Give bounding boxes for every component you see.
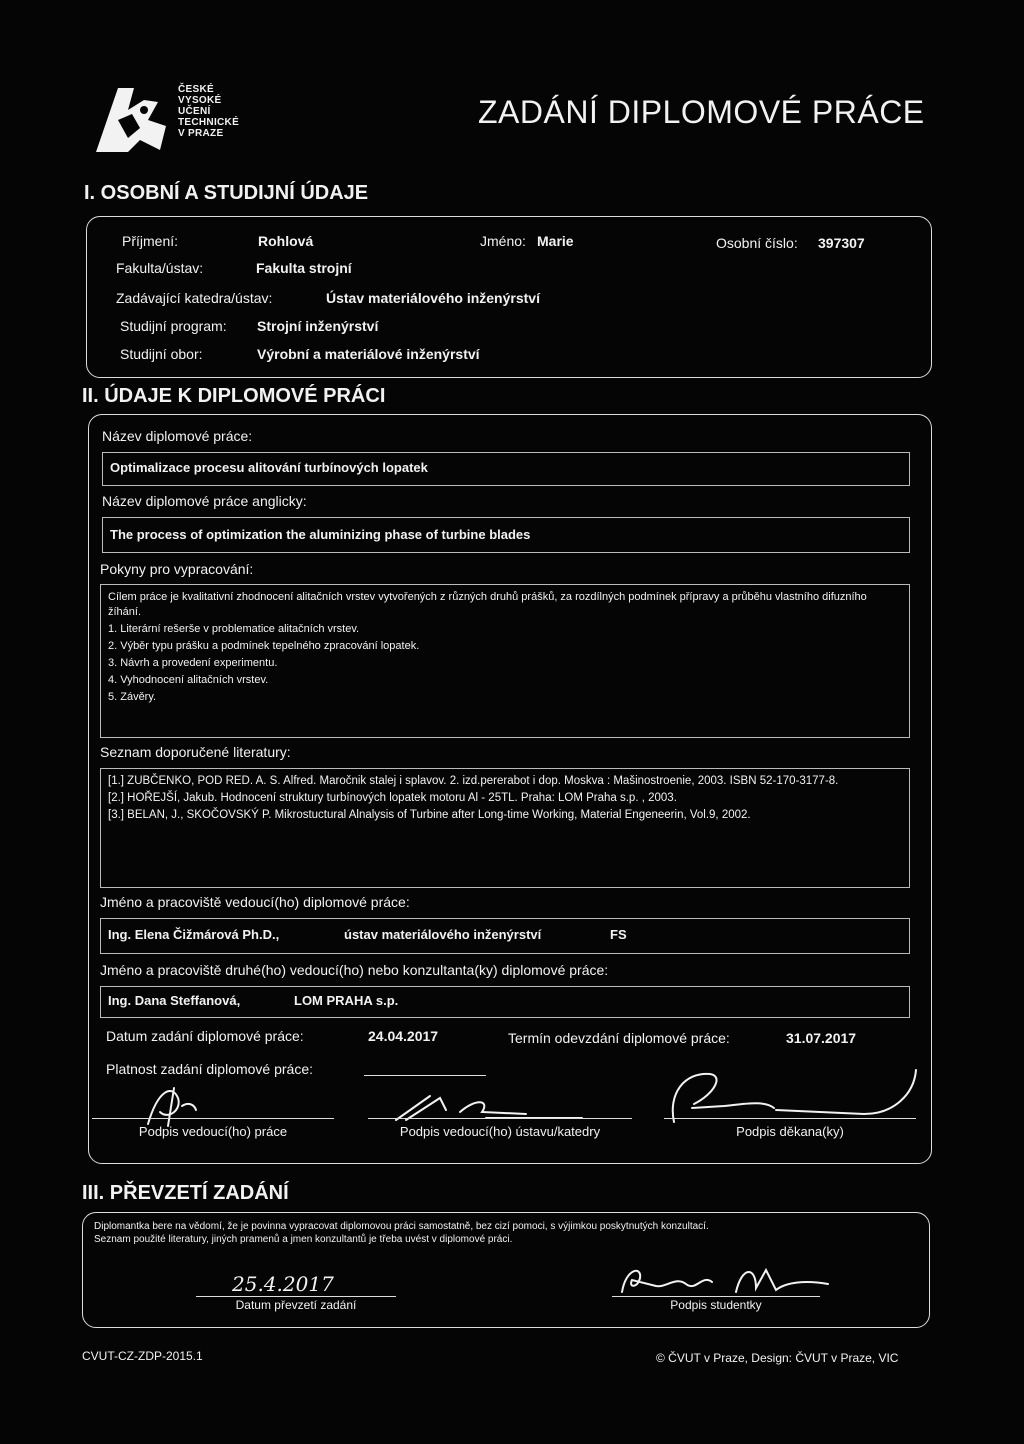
signature-line-2 bbox=[368, 1118, 632, 1119]
acceptance-note: Seznam použité literatury, jiných pramenů a jmen konzultantů je třeba uvést v diplomové práci. bbox=[94, 1234, 513, 1245]
validity-label: Platnost zadání diplomové práce: bbox=[106, 1061, 314, 1077]
name-label: Jméno: bbox=[480, 233, 526, 249]
section1-heading: I. OSOBNÍ A STUDIJNÍ ÚDAJE bbox=[84, 182, 369, 204]
thesis-title-en-label: Název diplomové práce anglicky: bbox=[102, 493, 307, 509]
signature-caption-head: Podpis vedoucí(ho) ústavu/katedry bbox=[399, 1124, 601, 1139]
thesis-title-en-value: The process of optimization the aluminizing phase of turbine blades bbox=[110, 527, 531, 542]
document-title: ZADÁNÍ DIPLOMOVÉ PRÁCE bbox=[478, 94, 925, 130]
acceptance-text bbox=[94, 1220, 914, 1246]
field-label: Studijní obor: bbox=[120, 346, 203, 362]
section2-heading: II. ÚDAJE K DIPLOMOVÉ PRÁCI bbox=[82, 385, 386, 407]
signature-caption-dean: Podpis děkana(ky) bbox=[736, 1124, 844, 1139]
literature-label: Seznam doporučené literatury: bbox=[100, 744, 291, 760]
logo-text: ČESKÉ VYSOKÉ UČENÍ TECHNICKÉ V PRAZE bbox=[178, 84, 240, 139]
validity-line bbox=[364, 1075, 486, 1076]
surname-value: Rohlová bbox=[258, 233, 314, 249]
student-signature-line bbox=[612, 1296, 820, 1297]
literature-item: [1.] ZUBČENKO, POD RED. A. S. Alfred. Maročnik stalej i splavov. 2. izd.pererabot i dop. Moskva : Mašinostroenie, 2003. ISBN 52-170-3177-8. bbox=[108, 775, 839, 787]
surname-label: Příjmení: bbox=[122, 233, 179, 249]
department-value: Ústav materiálového inženýrství bbox=[326, 290, 540, 306]
date-line bbox=[196, 1296, 396, 1297]
department-label: Zadávající katedra/ústav: bbox=[116, 290, 273, 306]
date-assigned-value: 24.04.2017 bbox=[368, 1028, 439, 1044]
faculty-label: Fakulta/ústav: bbox=[116, 260, 204, 276]
program-value: Strojní inženýrství bbox=[257, 318, 379, 334]
second-supervisor-name: Ing. Dana Steffanová, bbox=[108, 993, 241, 1008]
faculty-value: Fakulta strojní bbox=[256, 260, 352, 276]
supervisor-department: ústav materiálového inženýrství bbox=[344, 927, 542, 942]
instruction-item: 4. Vyhodnocení alitačních vrstev. bbox=[108, 674, 269, 686]
date-received-caption: Datum převzetí zadání bbox=[235, 1298, 357, 1312]
student-signature-caption: Podpis studentky bbox=[670, 1298, 762, 1312]
instructions-text bbox=[108, 590, 898, 705]
acceptance-statement: Diplomantka bere na vědomí, že je povinna vypracovat diplomovou práci samostatně, bez cizí pomoci, s výjimkou poskytnutých konzultací. bbox=[94, 1221, 709, 1232]
second-supervisor-org: LOM PRAHA s.p. bbox=[294, 993, 399, 1008]
signature-line-1 bbox=[92, 1118, 334, 1119]
literature-list bbox=[108, 774, 898, 823]
handwritten-date: 25.4.2017 bbox=[232, 1272, 334, 1296]
thesis-title-value: Optimalizace procesu alitování turbínových lopatek bbox=[110, 460, 428, 475]
instruction-item: 5. Závěry. bbox=[108, 691, 157, 703]
supervisor-label: Jméno a pracoviště vedoucí(ho) diplomové práce: bbox=[100, 894, 410, 910]
student-signature-icon bbox=[616, 1262, 836, 1298]
name-value: Marie bbox=[537, 233, 574, 249]
supervisor-name: Ing. Elena Čižmárová Ph.D., bbox=[108, 927, 280, 942]
field-value: Výrobní a materiálové inženýrství bbox=[257, 346, 480, 362]
personal-number-value: 397307 bbox=[818, 235, 865, 251]
instruction-item: 2. Výběr typu prášku a podmínek tepelného zpracování lopatek. bbox=[108, 640, 420, 652]
instructions-label: Pokyny pro vypracování: bbox=[100, 561, 254, 577]
deadline-label: Termín odevzdání diplomové práce: bbox=[508, 1030, 730, 1046]
signature-line-3 bbox=[664, 1118, 916, 1119]
program-label: Studijní program: bbox=[120, 318, 227, 334]
supervisor-faculty: FS bbox=[610, 927, 627, 942]
date-assigned-label: Datum zadání diplomové práce: bbox=[106, 1028, 304, 1044]
supervisor-signature-icon bbox=[138, 1080, 218, 1130]
deadline-value: 31.07.2017 bbox=[786, 1030, 857, 1046]
second-supervisor-label: Jméno a pracoviště druhé(ho) vedoucí(ho) nebo konzultanta(ky) diplomové práce: bbox=[100, 962, 609, 978]
head-signature-icon bbox=[386, 1090, 586, 1126]
dean-signature-icon bbox=[664, 1064, 924, 1130]
instruction-intro: Cílem práce je kvalitativní zhodnocení alitačních vrstev vytvořených z různých druhů prášků, za rozdílných podmínek přípravy a průběhu vlastního difuzního žíhání. bbox=[108, 591, 867, 618]
section3-heading: III. PŘEVZETÍ ZADÁNÍ bbox=[82, 1182, 289, 1204]
footer-copyright: © ČVUT v Praze, Design: ČVUT v Praze, VIC bbox=[656, 1351, 899, 1365]
literature-item: [2.] HOŘEJŠÍ, Jakub. Hodnocení struktury turbínových lopatek motoru Al - 25TL. Praha: LOM Praha s.p. , 2003. bbox=[108, 792, 677, 804]
instruction-item: 3. Návrh a provedení experimentu. bbox=[108, 657, 278, 669]
signature-caption-supervisor: Podpis vedoucí(ho) práce bbox=[138, 1124, 288, 1139]
literature-item: [3.] BELAN, J., SKOČOVSKÝ P. Mikrostuctural Alnalysis of Turbine after Long-time Working, Material Engeneerin, Vol.9, 2002. bbox=[108, 809, 751, 821]
form-code: CVUT-CZ-ZDP-2015.1 bbox=[82, 1349, 203, 1363]
personal-number-label: Osobní číslo: bbox=[716, 235, 798, 251]
instruction-item: 1. Literární rešerše v problematice alitačních vrstev. bbox=[108, 623, 360, 635]
thesis-title-label: Název diplomové práce: bbox=[102, 428, 253, 444]
